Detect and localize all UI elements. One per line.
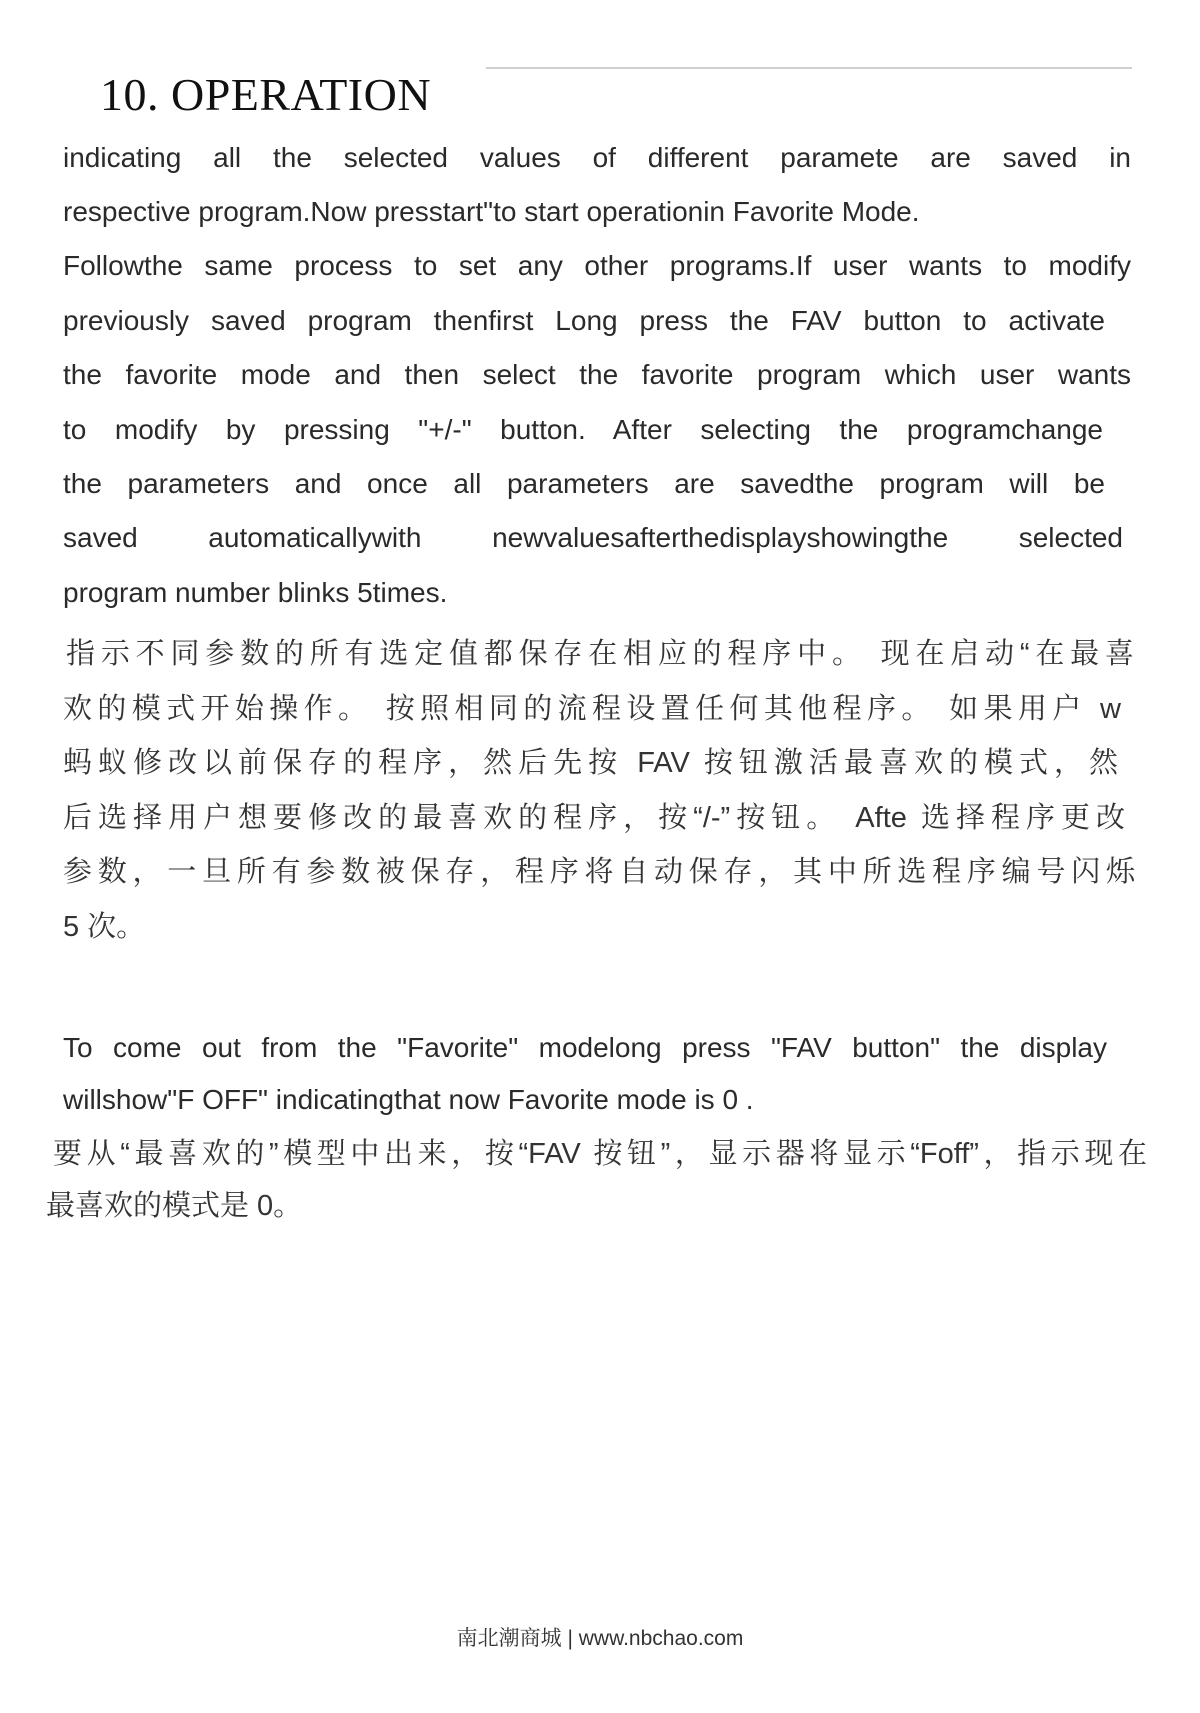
text-line: 5 次。 [63,911,146,943]
section-title: 10. OPERATION [100,69,432,120]
text-line: Followthe same process to set any other programs.If user wants to modify [63,250,1131,281]
text-line: indicating all the selected values of different paramete are saved in [63,142,1131,173]
text-line: 后选择用户想要修改的最喜欢的程序，按“/-”按钮。 Afte 选择程序更改 [63,802,1125,834]
text-line: program number blinks 5times. [63,577,448,608]
text-line: 蚂蚁修改以前保存的程序，然后先按 FAV 按钮激活最喜欢的模式，然 [63,747,1118,779]
text-line: 指示不同参数的所有选定值都保存在相应的程序中。 现在启动“在最喜 [66,638,1134,670]
text-line: to modify by pressing "+/-" button. After selecting the programchange [63,414,1103,445]
text-line: previously saved program thenfirst Long press the FAV button to activate [63,305,1105,336]
text-line: To come out from the "Favorite" modelong press "FAV button" the display [63,1032,1107,1063]
text-line: the parameters and once all parameters are savedthe program will be [63,468,1105,499]
text-line: 欢的模式开始操作。 按照相同的流程设置任何其他程序。 如果用户 w [63,693,1121,725]
text-line: 最喜欢的模式是 0。 [46,1190,303,1222]
footer-watermark: 南北潮商城 | www.nbchao.com [456,1627,744,1650]
text-line: respective program.Now presstart"to start operationin Favorite Mode. [63,196,920,227]
text-line: willshow"F OFF" indicatingthat now Favorite mode is 0 . [63,1084,754,1115]
text-line: 要从“最喜欢的”模型中出来，按“FAV 按钮”，显示器将显示“Foff”，指示现在 [53,1138,1147,1170]
header-rule [486,67,1132,69]
text-line: the favorite mode and then select the favorite program which user wants [63,359,1131,390]
text-line: saved automaticallywith newvaluesafterthedisplayshowingthe selected [63,522,1123,553]
text-line: 参数，一旦所有参数被保存，程序将自动保存，其中所选程序编号闪烁 [63,856,1135,888]
